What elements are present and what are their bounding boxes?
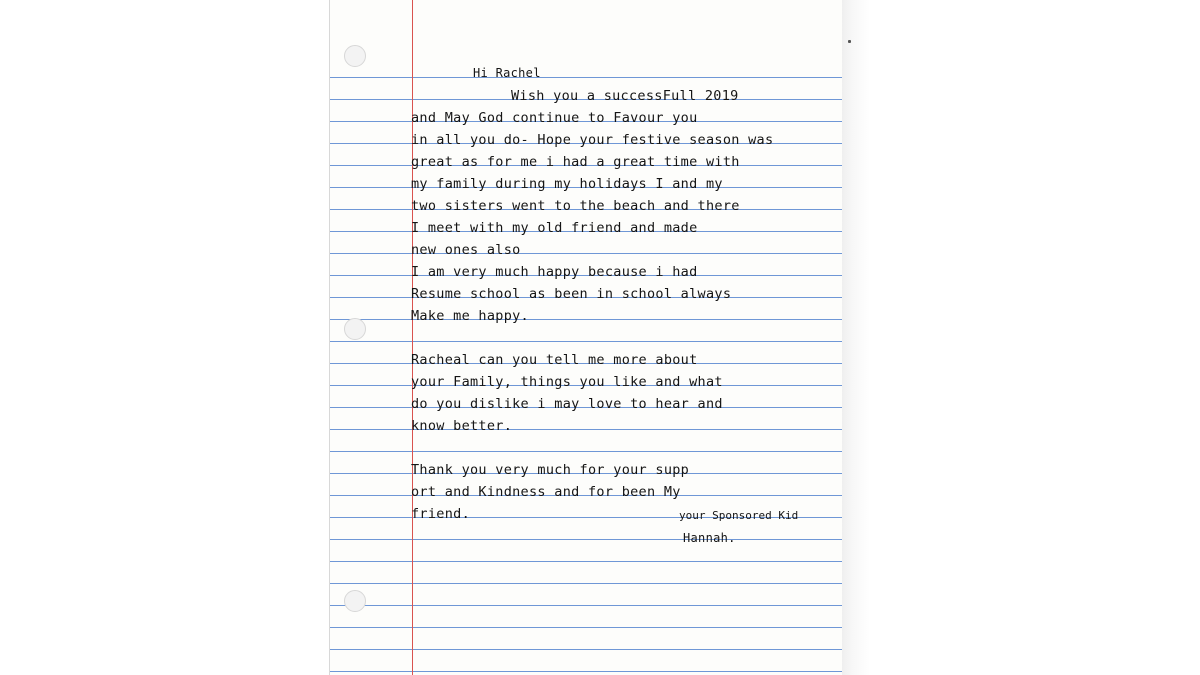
letter-greeting: Hi Rachel <box>473 66 541 80</box>
letter-line: great as for me i had a great time with <box>411 154 740 170</box>
letter-line: and May God continue to Favour you <box>411 110 698 126</box>
letter-line: Resume school as been in school always <box>411 286 732 302</box>
letter-line: Wish you a successFull 2019 <box>511 88 739 104</box>
handwritten-letter <box>411 0 851 675</box>
punch-hole-top <box>344 45 366 67</box>
letter-line: Thank you very much for your supp <box>411 462 690 478</box>
letter-line: two sisters went to the beach and there <box>411 198 740 214</box>
letter-line: your Family, things you like and what <box>411 374 723 390</box>
letter-line: ort and Kindness and for been My <box>411 484 681 500</box>
punch-hole-bottom <box>344 590 366 612</box>
letter-line: my family during my holidays I and my <box>411 176 723 192</box>
letter-line: Racheal can you tell me more about <box>411 352 698 368</box>
letter-line: in all you do- Hope your festive season was <box>411 132 774 148</box>
letter-line: I meet with my old friend and made <box>411 220 698 236</box>
letter-line: friend. <box>411 506 470 522</box>
letter-signature: Hannah. <box>683 531 736 545</box>
letter-line: new ones also <box>411 242 521 258</box>
letter-line: do you dislike i may love to hear and <box>411 396 723 412</box>
letter-line: Make me happy. <box>411 308 529 324</box>
letter-closing: your Sponsored Kid <box>679 509 799 522</box>
letter-line: I am very much happy because i had <box>411 264 698 280</box>
letter-line: know better. <box>411 418 513 434</box>
punch-hole-middle <box>344 318 366 340</box>
